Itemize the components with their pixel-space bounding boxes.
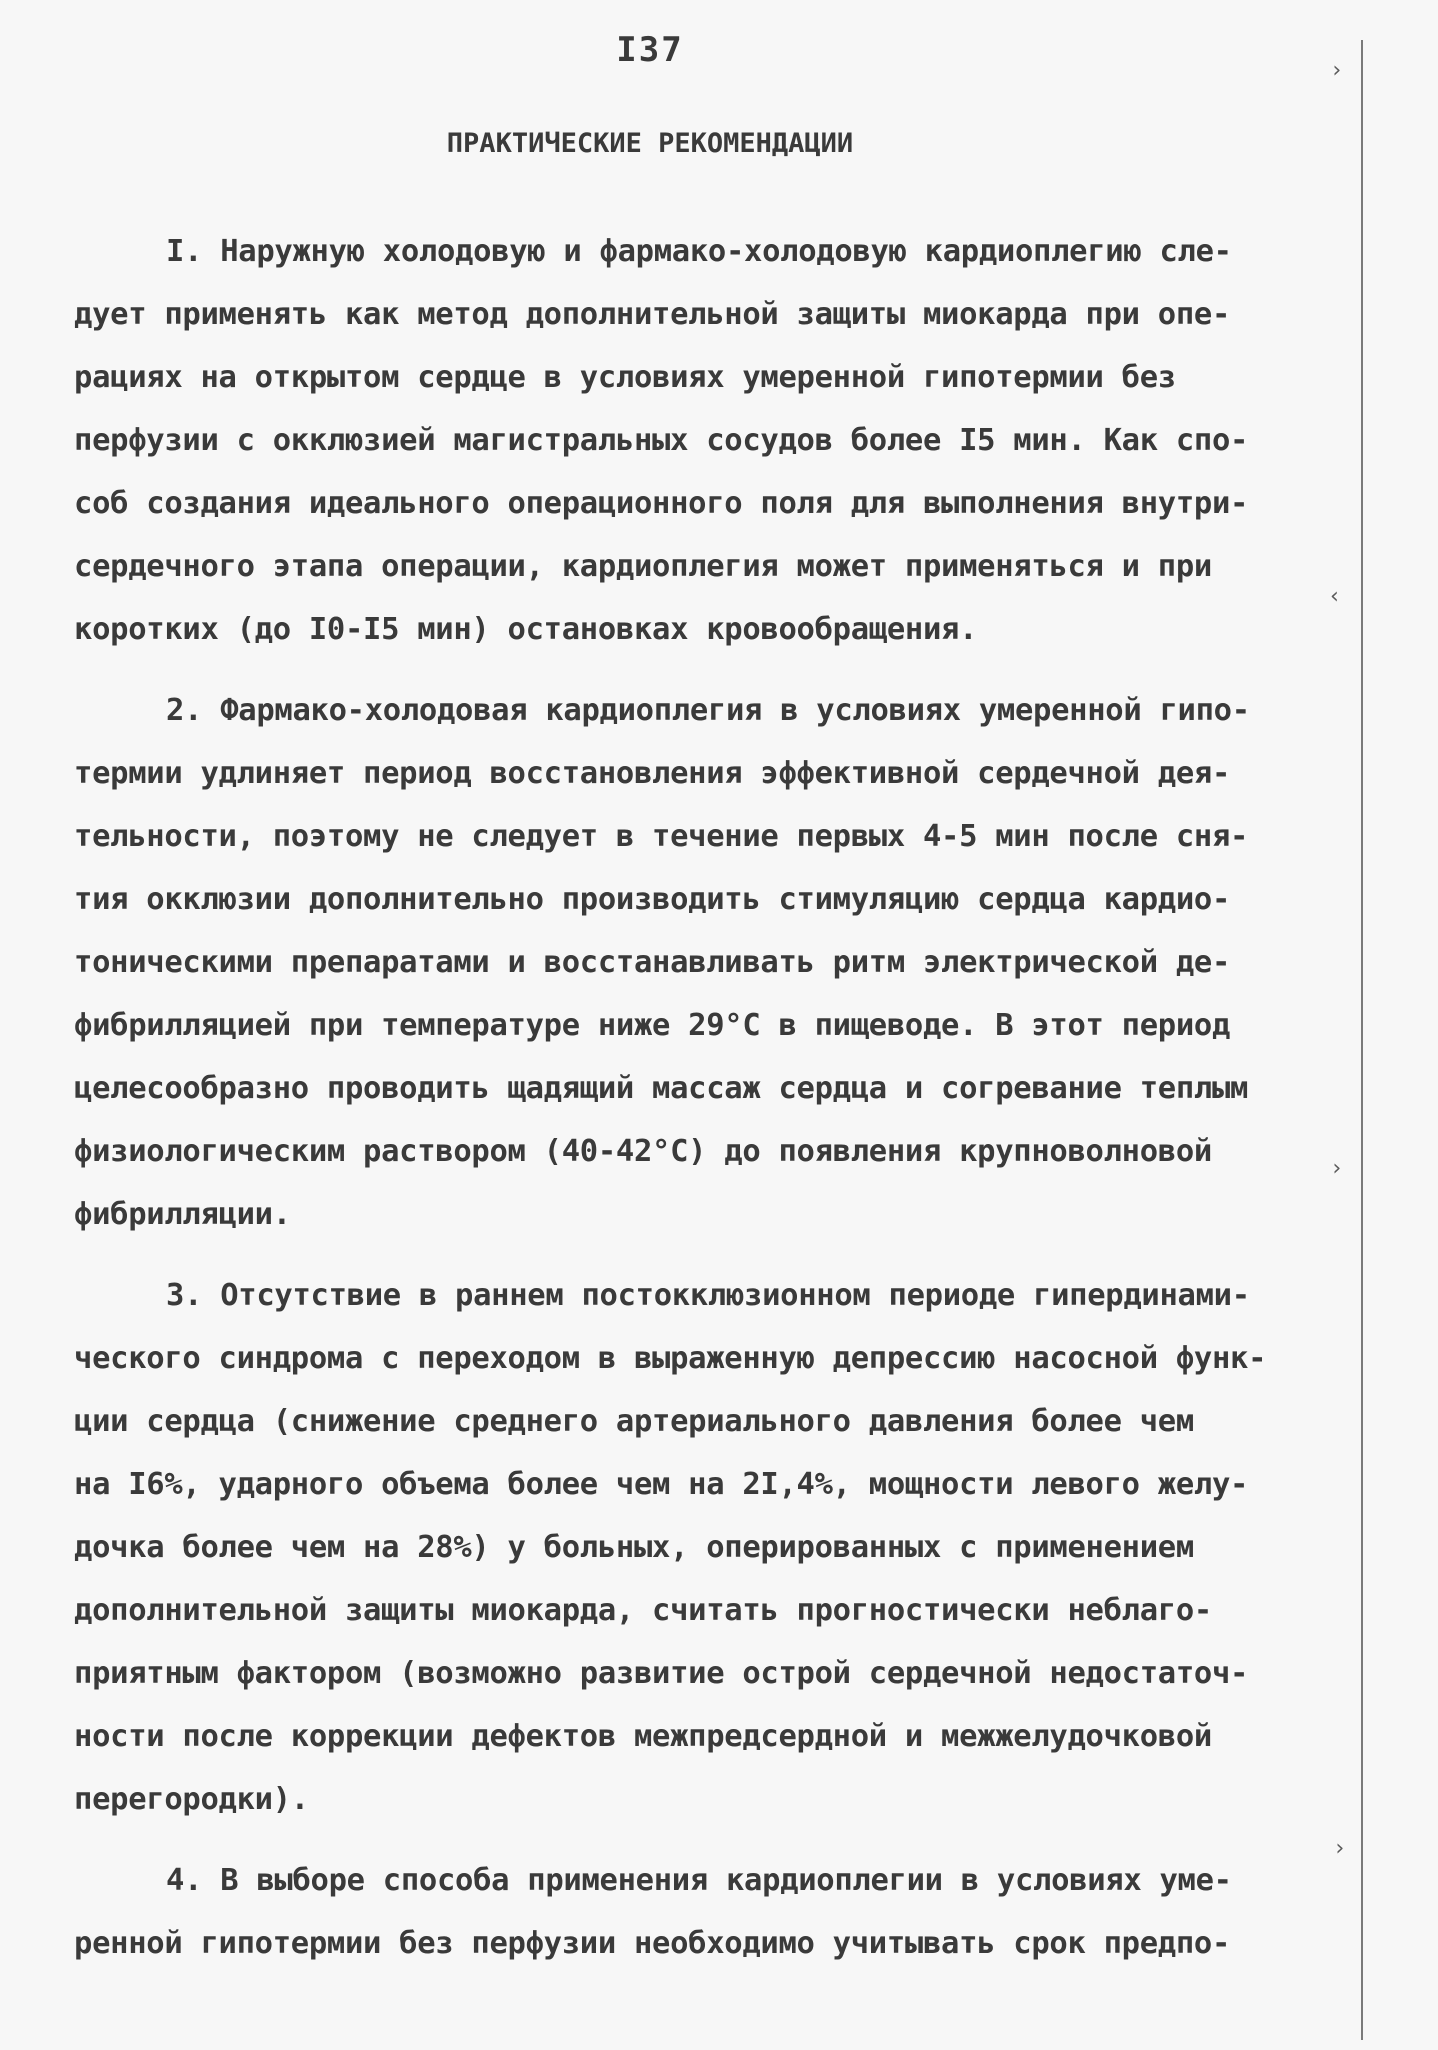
text-line: 4. В выборе способа применения кардиоплегии в условиях уме- [166,1863,1232,1898]
text-line: перегородки). [74,1782,309,1817]
text-line: 2. Фармако-холодовая кардиоплегия в условиях умеренной гипо- [166,693,1250,728]
text-line: на I6%, ударного объема более чем на 2I,4%, мощности левого желу- [74,1467,1249,1502]
body-text [74,220,1344,1993]
text-line: термии удлиняет период восстановления эффективной сердечной дея- [74,756,1231,791]
text-line: тоническими препаратами и восстанавливать ритм электрической де- [74,945,1231,980]
margin-mark: › [1333,1836,1347,1861]
text-line: ческого синдрома с переходом в выраженную депрессию насосной функ- [74,1341,1267,1376]
text-line: физиологическим раствором (40-42°С) до появления крупноволновой [74,1134,1212,1169]
text-line: фибрилляцией при температуре ниже 29°С в пищеводе. В этот период [74,1008,1231,1043]
text-line: тельности, поэтому не следует в течение первых 4-5 мин после сня- [74,819,1249,854]
text-line: приятным фактором (возможно развитие острой сердечной недостаточ- [74,1656,1249,1691]
paragraph-4 [74,1849,1344,1975]
paragraph-3 [74,1264,1344,1831]
text-line: ренной гипотермии без перфузии необходимо учитывать срок предпо- [74,1926,1231,1961]
text-line: сердечного этапа операции, кардиоплегия может применяться и при [74,549,1212,584]
text-line: фибрилляции. [74,1197,291,1232]
text-line: тия окклюзии дополнительно производить стимуляцию сердца кардио- [74,882,1231,917]
text-line: целесообразно проводить щадящий массаж сердца и согревание теплым [74,1071,1249,1106]
text-line: соб создания идеального операционного поля для выполнения внутри- [74,486,1249,521]
paragraph-1 [74,220,1344,661]
margin-mark: ‹ [1328,584,1342,609]
text-line: ности после коррекции дефектов межпредсердной и межжелудочковой [74,1719,1212,1754]
text-line: дочка более чем на 28%) у больных, оперированных с применением [74,1530,1194,1565]
page-number: I37 [616,30,684,70]
text-line: коротких (до I0-I5 мин) остановках кровообращения. [74,612,978,647]
text-line: ции сердца (снижение среднего артериального давления более чем [74,1404,1194,1439]
text-line: перфузии с окклюзией магистральных сосудов более I5 мин. Как спо- [74,423,1249,458]
text-line: дополнительной защиты миокарда, считать прогностически неблаго- [74,1593,1212,1628]
text-line: 3. Отсутствие в раннем постокклюзионном периоде гипердинами- [166,1278,1250,1313]
text-line: рациях на открытом сердце в условиях умеренной гипотермии без [74,360,1176,395]
paragraph-2 [74,679,1344,1246]
margin-mark: › [1330,58,1344,83]
text-line: I. Наружную холодовую и фармако-холодовую кардиоплегию сле- [166,234,1232,269]
section-heading: ПРАКТИЧЕСКИЕ РЕКОМЕНДАЦИИ [446,128,854,159]
page-edge-line [1361,40,1363,2040]
text-line: дует применять как метод дополнительной защиты миокарда при опе- [74,297,1231,332]
margin-mark: › [1330,1156,1344,1181]
